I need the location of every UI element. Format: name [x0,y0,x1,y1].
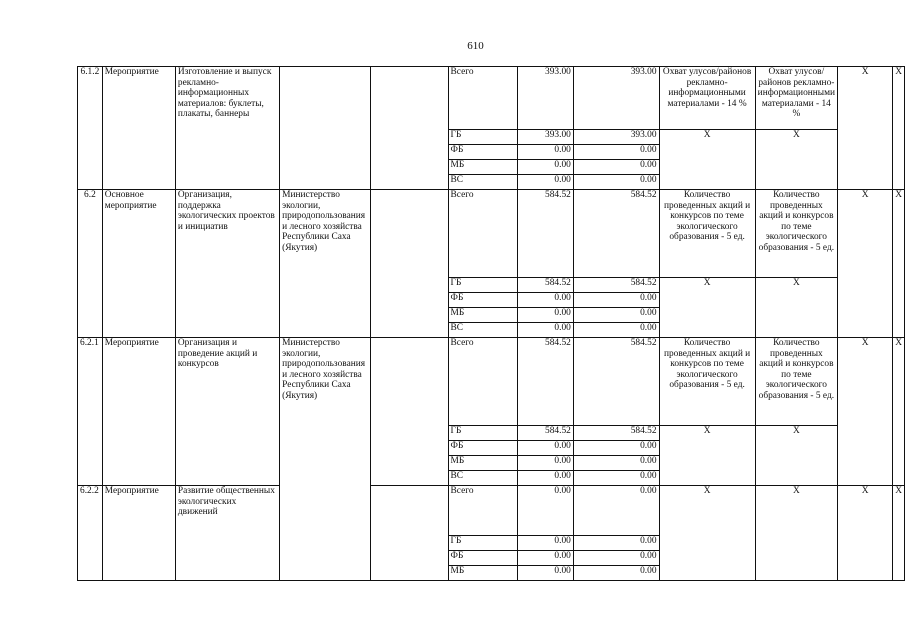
row-name: Организация и проведение акций и конкурсов [175,338,279,486]
source-label: ГБ [448,536,517,551]
row-name: Изготовление и выпуск рекламно-информационных материалов: буклеты, плакаты, баннеры [175,67,279,190]
source-value-a: 0.00 [518,160,574,175]
total-label: Всего [448,338,517,426]
indicator-1: Количество проведенных акций и конкурсов по теме экологического образования - 5 ед. [659,190,755,278]
spacer-cell [371,486,448,581]
source-label: ФБ [448,551,517,566]
x-mark-2: X [893,190,905,338]
total-value-a: 0.00 [518,486,574,536]
source-value-a: 0.00 [518,566,574,581]
total-label: Всего [448,67,517,130]
total-value-b: 584.52 [573,190,659,278]
total-value-a: 584.52 [518,338,574,426]
spacer-cell [371,67,448,190]
source-label: МБ [448,566,517,581]
total-value-b: 393.00 [573,67,659,130]
table-row [78,486,905,536]
total-label: Всего [448,486,517,536]
mark-2: X [755,278,837,338]
source-value-a: 0.00 [518,175,574,190]
row-type: Мероприятие [102,67,175,190]
source-value-a: 0.00 [518,551,574,566]
source-label: МБ [448,160,517,175]
source-label: ВС [448,471,517,486]
source-value-b: 0.00 [573,566,659,581]
source-value-b: 0.00 [573,471,659,486]
source-value-a: 0.00 [518,456,574,471]
source-value-a: 0.00 [518,471,574,486]
x-mark-1: X [838,67,893,190]
source-value-a: 0.00 [518,293,574,308]
x-mark-1: X [838,190,893,338]
source-label: ГБ [448,278,517,293]
x-mark-2: X [893,67,905,190]
indicator-2: Количество проведенных акций и конкурсов по теме экологического образования - 5 ед. [755,190,837,278]
row-code: 6.1.2 [78,67,103,190]
row-executor [280,67,371,190]
x-mark-1: X [838,486,893,581]
budget-table [77,66,905,581]
page-number: 610 [467,40,484,52]
mark-1: X [659,130,755,190]
source-label: МБ [448,456,517,471]
indicator-2: Охват улусов/районов рекламно-информационными материалами - 14 % [755,67,837,130]
total-label: Всего [448,190,517,278]
indicator-2: X [755,486,837,581]
row-code: 6.2 [78,190,103,338]
mark-1: X [659,426,755,486]
source-value-a: 0.00 [518,145,574,160]
source-value-b: 0.00 [573,175,659,190]
source-label: МБ [448,308,517,323]
source-label: ГБ [448,130,517,145]
source-value-a: 0.00 [518,441,574,456]
row-executor: Министерство экологии, природопользования и лесного хозяйства Республики Саха (Якутия) [280,190,371,338]
row-name: Развитие общественных экологических движений [175,486,279,581]
source-value-b: 0.00 [573,456,659,471]
source-label: ВС [448,323,517,338]
source-label: ФБ [448,441,517,456]
x-mark-1: X [838,338,893,486]
source-value-b: 0.00 [573,145,659,160]
source-value-b: 0.00 [573,160,659,175]
source-value-b: 0.00 [573,551,659,566]
row-code: 6.2.2 [78,486,103,581]
source-value-a: 0.00 [518,323,574,338]
source-value-b: 0.00 [573,323,659,338]
source-value-b: 0.00 [573,441,659,456]
row-type: Мероприятие [102,486,175,581]
total-value-b: 584.52 [573,338,659,426]
total-value-a: 584.52 [518,190,574,278]
row-type: Основное мероприятие [102,190,175,338]
row-type: Мероприятие [102,338,175,486]
spacer-cell [371,338,448,486]
row-name: Организация, поддержка экологических проектов и инициатив [175,190,279,338]
source-value-b: 0.00 [573,308,659,323]
source-label: ФБ [448,145,517,160]
source-value-b: 0.00 [573,293,659,308]
indicator-1: X [659,486,755,581]
source-value-a: 584.52 [518,426,574,441]
indicator-2: Количество проведенных акций и конкурсов по теме экологического образования - 5 ед. [755,338,837,426]
source-value-a: 584.52 [518,278,574,293]
source-value-b: 584.52 [573,426,659,441]
total-value-a: 393.00 [518,67,574,130]
mark-2: X [755,426,837,486]
spacer-cell [371,190,448,338]
source-value-b: 393.00 [573,130,659,145]
table-row [78,67,905,130]
source-label: ГБ [448,426,517,441]
x-mark-2: X [893,486,905,581]
source-value-a: 393.00 [518,130,574,145]
table-row [78,190,905,278]
source-label: ФБ [448,293,517,308]
row-executor: Министерство экологии, природопользования и лесного хозяйства Республики Саха (Якутия) [280,338,371,581]
row-code: 6.2.1 [78,338,103,486]
source-value-b: 0.00 [573,536,659,551]
source-label: ВС [448,175,517,190]
table-row [78,338,905,426]
mark-2: X [755,130,837,190]
indicator-1: Количество проведенных акций и конкурсов по теме экологического образования - 5 ед. [659,338,755,426]
x-mark-2: X [893,338,905,486]
total-value-b: 0.00 [573,486,659,536]
mark-1: X [659,278,755,338]
source-value-b: 584.52 [573,278,659,293]
indicator-1: Охват улусов/районов рекламно-информационными материалами - 14 % [659,67,755,130]
source-value-a: 0.00 [518,536,574,551]
source-value-a: 0.00 [518,308,574,323]
